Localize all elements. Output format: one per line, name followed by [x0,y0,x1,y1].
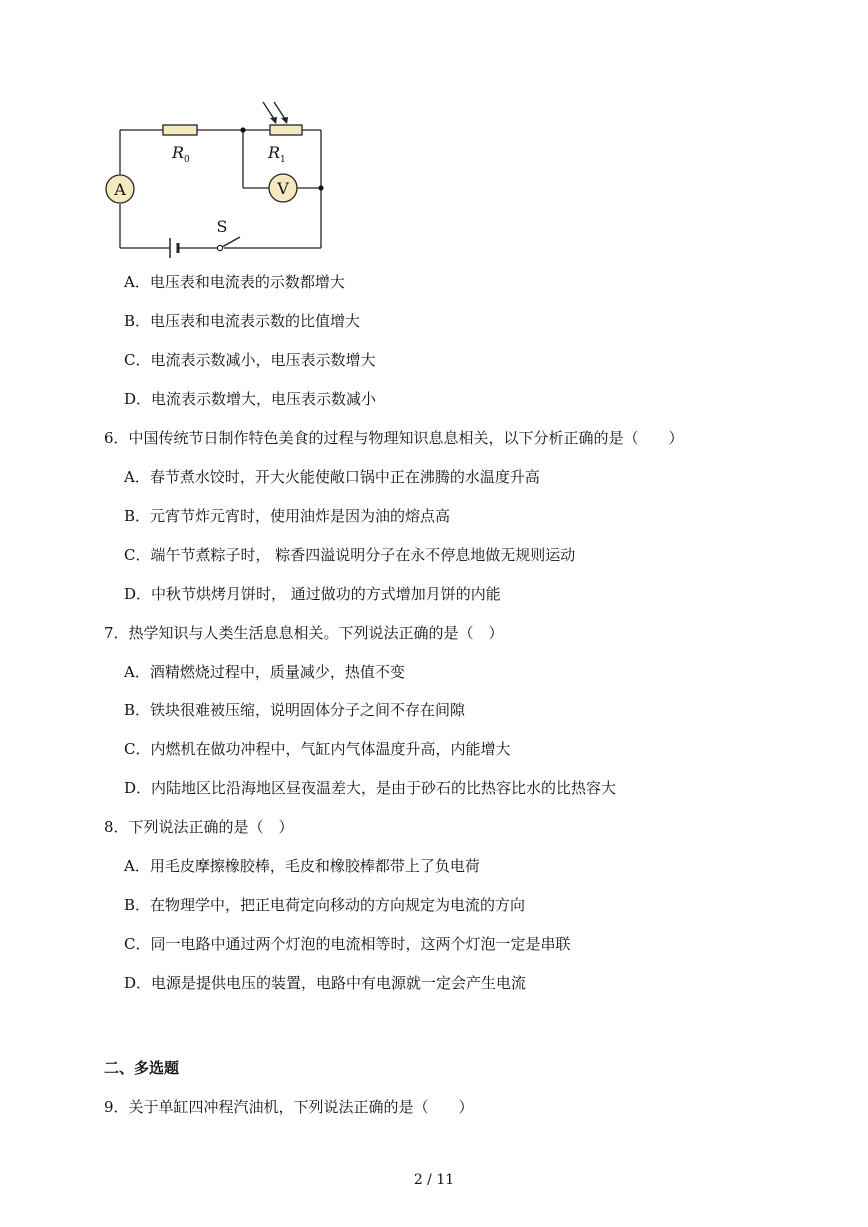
q5-option-c: C．电流表示数减小，电压表示数增大 [124,351,376,369]
ammeter [106,175,134,203]
q7-option-b: B．铁块很难被压缩，说明固体分子之间不存在间隙 [124,701,466,719]
q8-option-c: C．同一电路中通过两个灯泡的电流相等时，这两个灯泡一定是串联 [124,935,571,953]
r1-subscript: 1 [280,155,286,165]
q7-option-d: D．内陆地区比沿海地区昼夜温差大，是由于砂石的比热容比水的比热容大 [124,779,617,797]
q6-option-a: A．春节煮水饺时，开大火能使敞口锅中正在沸腾的水温度升高 [124,468,540,486]
junction-dot [240,127,245,132]
r0-subscript: 0 [184,155,190,165]
q5-option-d: D．电流表示数增大，电压表示数减小 [124,390,377,408]
q8-option-d: D．电源是提供电压的装置，电路中有电源就一定会产生电流 [124,974,527,992]
q5-option-b: B．电压表和电流表示数的比值增大 [124,312,361,330]
q8-option-a: A．用毛皮摩擦橡胶棒，毛皮和橡胶棒都带上了负电荷 [124,857,480,875]
q7-option-a: A．酒精燃烧过程中，质量减少，热值不变 [124,663,405,681]
q6-option-c: C．端午节煮粽子时， 粽香四溢说明分子在永不停息地做无规则运动 [124,546,576,564]
q8-stem: 8．下列说法正确的是（ ） [104,818,294,836]
page-number: 2 / 11 [413,1172,455,1188]
q8-option-b: B．在物理学中，把正电荷定向移动的方向规定为电流的方向 [124,896,526,914]
q5-option-a: A．电压表和电流表的示数都增大 [124,273,345,291]
r0-label: R [172,143,185,162]
switch-label: S [216,217,228,236]
circuit-diagram [100,98,340,258]
section-title: 二、多选题 [104,1059,180,1077]
photoresistor-r1 [270,125,302,135]
ammeter-label: A [114,180,126,199]
battery-icon [170,238,178,258]
q6-option-d: D．中秋节烘烤月饼时， 通过做功的方式增加月饼的内能 [124,585,501,603]
voltmeter [269,174,297,202]
q6-option-b: B．元宵节炸元宵时，使用油炸是因为油的熔点高 [124,507,451,525]
q9-stem: 9．关于单缸四冲程汽油机，下列说法正确的是（ ） [104,1098,474,1116]
q6-stem: 6．中国传统节日制作特色美食的过程与物理知识息息相关，以下分析正确的是（ ） [104,429,684,447]
q7-option-c: C．内燃机在做功冲程中，气缸内气体温度升高，内能增大 [124,740,511,758]
resistor-r0 [163,125,197,135]
r1-label: R [268,143,281,162]
switch-s [217,217,241,251]
voltmeter-label: V [277,179,289,198]
q7-stem: 7．热学知识与人类生活息息相关。下列说法正确的是（ ） [104,624,504,642]
junction-dot [318,185,323,190]
